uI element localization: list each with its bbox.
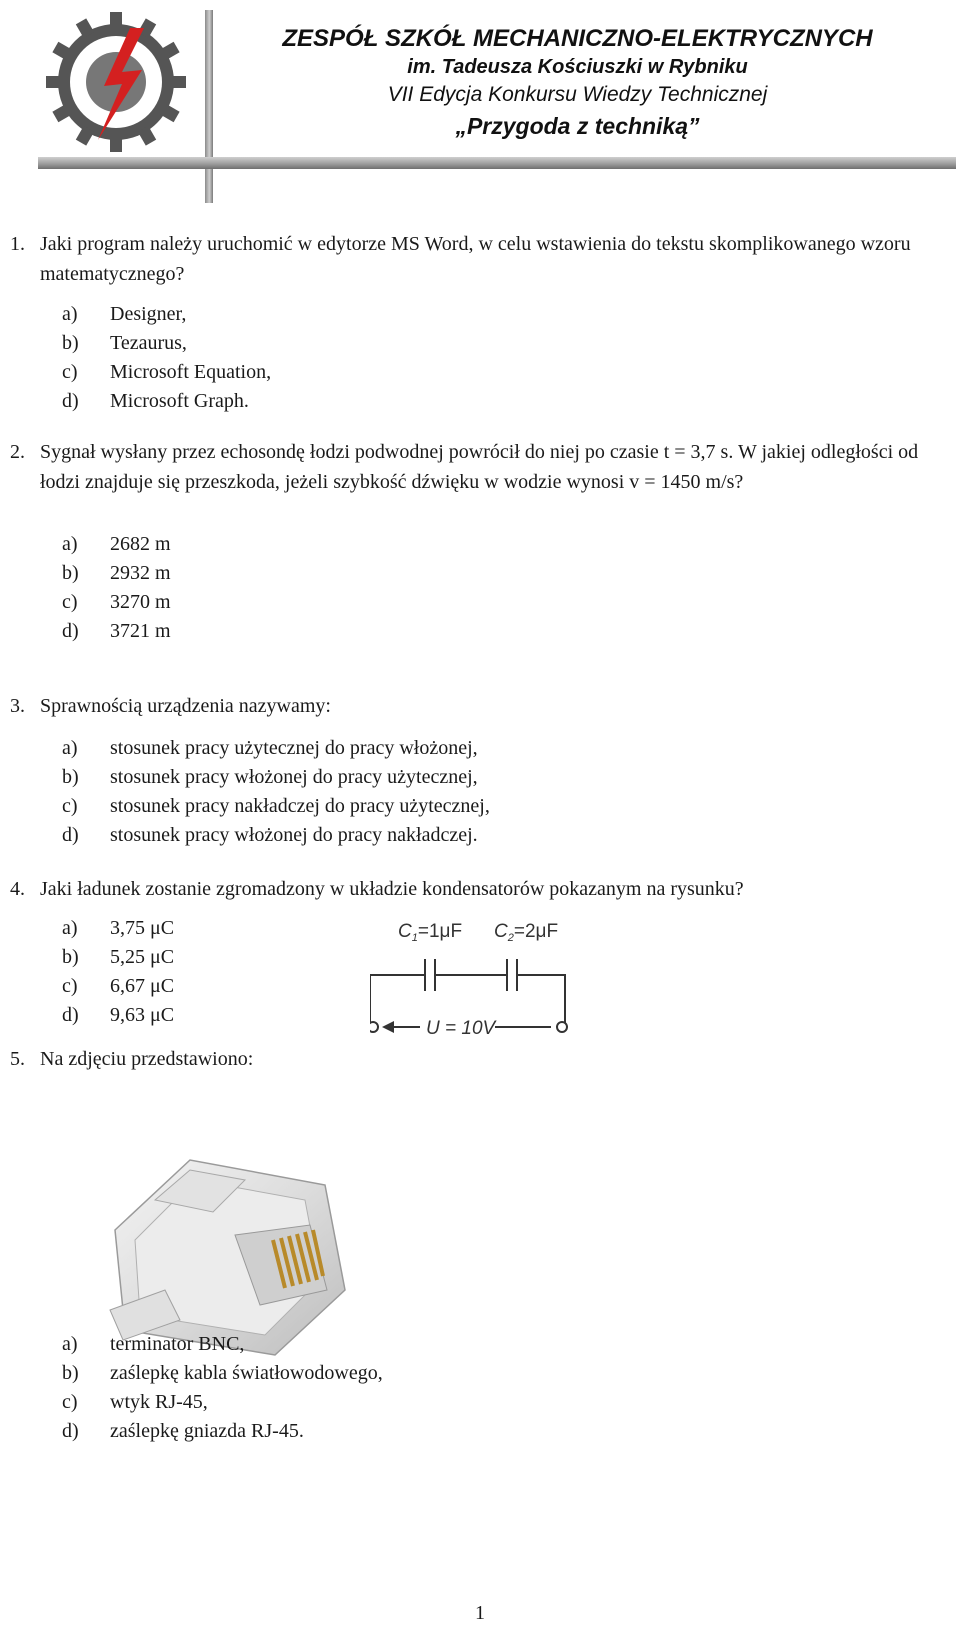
option-b: b) stosunek pracy włożonej do pracy użytecznej, xyxy=(62,766,478,788)
contest-edition: VII Edycja Konkursu Wiedzy Technicznej xyxy=(387,83,768,106)
option-a: a) 3,75 μC xyxy=(62,917,175,939)
option-a: a) terminator BNC, xyxy=(62,1333,245,1355)
question-5 xyxy=(10,1044,935,1074)
option-a: a) stosunek pracy użytecznej do pracy włożonej, xyxy=(62,737,478,759)
question-text: Sygnał wysłany przez echosondę łodzi podwodnej powrócił do niej po czasie t = 3,7 s. W jakiej odległości od łodzi znajduje się przeszkoda, jeżeli szybkość dźwięku w wodzie wynosi v = 1450 m/s? xyxy=(40,441,919,493)
option-d: d) Microsoft Graph. xyxy=(62,390,249,412)
option-d: d) zaślepkę gniazda RJ-45. xyxy=(62,1420,304,1442)
option-b: b) 2932 m xyxy=(62,562,171,584)
option-d: d) 3721 m xyxy=(62,620,171,642)
question-3-options xyxy=(62,734,490,850)
option-a: a) 2682 m xyxy=(62,533,171,555)
capacitor-circuit-diagram xyxy=(370,915,600,1065)
option-d: d) 9,63 μC xyxy=(62,1004,175,1026)
question-1-options xyxy=(62,300,271,416)
option-b: b) zaślepkę kabla światłowodowego, xyxy=(62,1362,383,1384)
school-logo xyxy=(42,8,190,156)
question-4-options xyxy=(62,914,174,1030)
option-b: b) Tezaurus, xyxy=(62,332,187,354)
page-number: 1 xyxy=(475,1602,485,1624)
option-c: c) Microsoft Equation, xyxy=(62,361,272,383)
header-horizontal-bar xyxy=(38,157,956,169)
header-text xyxy=(225,24,930,142)
question-number: 2. xyxy=(10,441,25,463)
option-c: c) wtyk RJ-45, xyxy=(62,1391,208,1413)
question-text: Jaki program należy uruchomić w edytorze MS Word, w celu wstawienia do tekstu skomplikowanego wzoru matematycznego? xyxy=(40,233,911,285)
question-number: 1. xyxy=(10,233,25,255)
option-d: d) stosunek pracy włożonej do pracy nakładczej. xyxy=(62,824,478,846)
option-a: a) Designer, xyxy=(62,303,187,325)
option-c: c) 6,67 μC xyxy=(62,975,175,997)
c1-label: $C_1=1\mu F$ xyxy=(398,921,463,944)
question-number: 4. xyxy=(10,878,25,900)
question-2-options xyxy=(62,530,171,646)
question-number: 5. xyxy=(10,1048,25,1070)
option-b: b) 5,25 μC xyxy=(62,946,175,968)
option-c: c) stosunek pracy nakładczej do pracy użytecznej, xyxy=(62,795,490,817)
voltage-label: U = 10V xyxy=(426,1018,496,1039)
header-vertical-bar xyxy=(205,10,213,203)
question-text: Na zdjęciu przedstawiono: xyxy=(40,1048,254,1070)
question-2 xyxy=(10,437,935,497)
question-4 xyxy=(10,874,935,904)
question-3 xyxy=(10,691,935,721)
school-name: ZESPÓŁ SZKÓŁ MECHANICZNO-ELEKTRYCZNYCH xyxy=(282,25,873,52)
question-number: 3. xyxy=(10,695,25,717)
question-text: Sprawnością urządzenia nazywamy: xyxy=(40,695,331,717)
contest-title: „Przygoda z techniką” xyxy=(455,113,700,139)
school-patron: im. Tadeusza Kościuszki w Rybniku xyxy=(407,56,748,78)
question-text: Jaki ładunek zostanie zgromadzony w układzie kondensatorów pokazanym na rysunku? xyxy=(40,878,744,900)
question-1 xyxy=(10,229,935,289)
option-c: c) 3270 m xyxy=(62,591,171,613)
question-5-options xyxy=(62,1330,383,1446)
c2-label: $C_2=2\mu F$ xyxy=(494,921,559,944)
